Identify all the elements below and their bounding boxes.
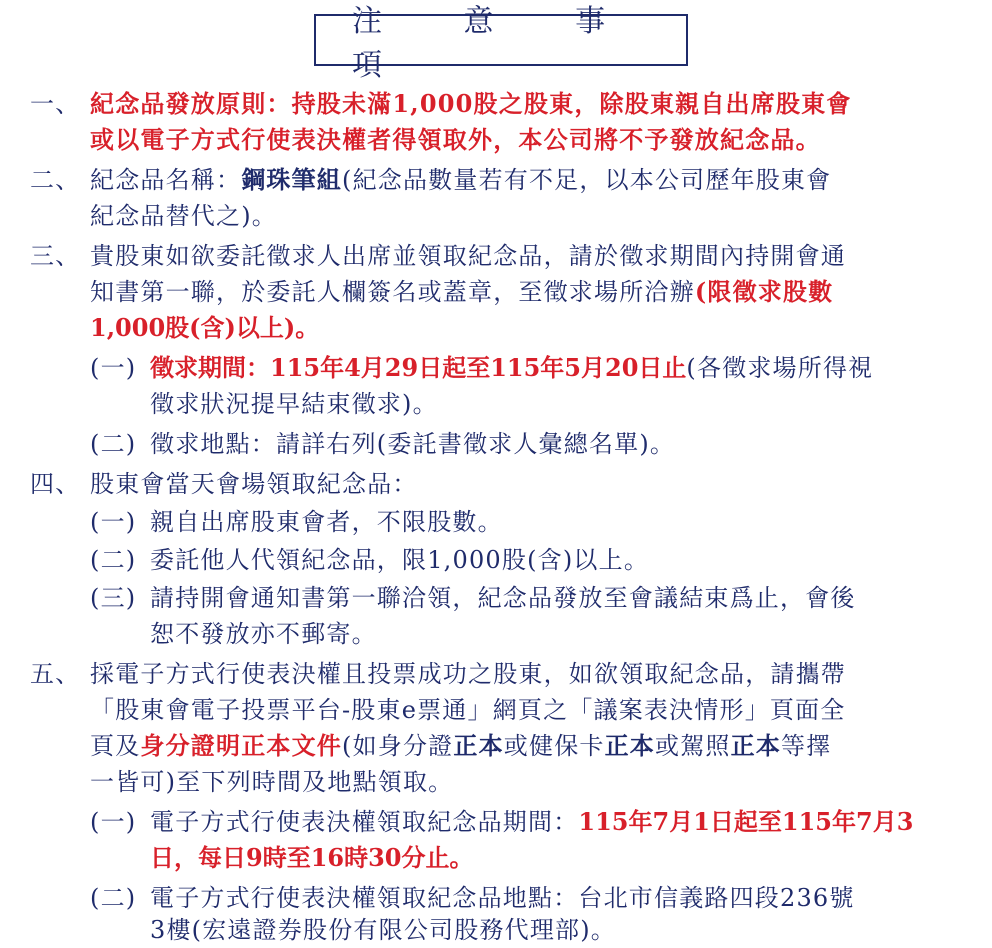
section-4-sub-1-line-1: 親自出席股東會者，不限股數。 <box>150 508 503 536</box>
section-2-line-2: 紀念品替代之)。 <box>90 202 277 230</box>
section-3-line-2-highlight: (限徵求股數 <box>694 277 834 306</box>
section-5-sub-2-marker: (二) <box>90 884 137 912</box>
section-1-line-1: 紀念品發放原則：持股未滿1,000股之股東，除股東親自出席股東會 <box>90 89 852 118</box>
solicitation-period-note: (各徵求場所得視 <box>686 354 874 382</box>
section-3-line-2 <box>90 274 833 310</box>
section-3-marker: 三、 <box>30 242 81 270</box>
section-5-sub-1-line-1 <box>150 804 913 840</box>
section-5-sub-2-line-2: 3樓(宏遠證券股份有限公司股務代理部)。 <box>150 916 616 944</box>
section-1-line-2: 或以電子方式行使表決權者得領取外，本公司將不予發放紀念品。 <box>90 125 821 154</box>
solicitation-period: 徵求期間：115年4月29日起至115年5月20日止 <box>150 353 687 382</box>
original-emphasis-2: 正本 <box>604 731 656 760</box>
section-5-line-3-g: 或駕照 <box>655 732 731 760</box>
section-5-line-2: 「股東會電子投票平台-股東e票通」網頁之「議案表決情形」頁面全 <box>90 696 846 724</box>
section-4-sub-3-line-2: 恕不發放亦不郵寄。 <box>150 620 377 648</box>
evote-period-label: 電子方式行使表決權領取紀念品期間： <box>150 808 579 836</box>
section-5-line-3-c: (如身分證 <box>342 732 454 760</box>
section-3-line-3: 1,000股(含)以上)。 <box>90 313 320 342</box>
gift-name-label: 紀念品名稱： <box>90 166 242 194</box>
section-5-line-3-a: 頁及 <box>90 732 141 760</box>
id-documents-highlight: 身分證明正本文件 <box>140 731 343 760</box>
section-3-sub-2-marker: (二) <box>90 430 137 458</box>
section-5-sub-1-line-2: 日，每日9時至16時30分止。 <box>150 843 474 872</box>
section-4-sub-1-marker: (一) <box>90 508 137 536</box>
section-5-line-3-e: 或健保卡 <box>503 732 605 760</box>
original-emphasis-1: 正本 <box>453 731 504 760</box>
section-3-sub-1-line-2: 徵求狀況提早結束徵求)。 <box>150 390 438 418</box>
section-4-sub-3-marker: (三) <box>90 584 137 612</box>
section-3-line-1: 貴股東如欲委託徵求人出席並領取紀念品，請於徵求期間內持開會通 <box>90 242 846 270</box>
section-3-sub-2-line-1: 徵求地點：請詳右列(委託書徵求人彙總名單)。 <box>150 430 676 458</box>
section-4-sub-3-line-1: 請持開會通知書第一聯洽領，紀念品發放至會議結束爲止，會後 <box>150 584 856 612</box>
section-3-sub-1-marker: (一) <box>90 354 137 382</box>
evote-period-dates: 115年7月1日起至115年7月3 <box>578 807 914 836</box>
section-4-sub-2-marker: (二) <box>90 546 137 574</box>
section-2-line-1 <box>90 162 831 198</box>
section-3-sub-1-line-1 <box>150 350 873 386</box>
section-5-marker: 五、 <box>30 660 81 688</box>
section-1-marker: 一、 <box>30 90 81 118</box>
section-5-line-3-i: 等擇 <box>781 732 832 760</box>
section-5-line-1: 採電子方式行使表決權且投票成功之股東，如欲領取紀念品，請攜帶 <box>90 660 846 688</box>
section-5-line-4: 一皆可)至下列時間及地點領取。 <box>90 768 454 796</box>
original-emphasis-3: 正本 <box>730 731 782 760</box>
section-4-marker: 四、 <box>30 470 81 498</box>
section-4-line-1: 股東會當天會場領取紀念品： <box>90 470 418 498</box>
gift-note: (紀念品數量若有不足，以本公司歷年股東會 <box>342 166 832 194</box>
section-2-marker: 二、 <box>30 166 81 194</box>
section-5-sub-2-line-1: 電子方式行使表決權領取紀念品地點：台北市信義路四段236號 <box>150 884 855 912</box>
gift-name: 鋼珠筆組 <box>241 165 343 194</box>
page-title: 注 意 事 項 <box>314 14 688 66</box>
section-4-sub-2-line-1: 委託他人代領紀念品，限1,000股(含)以上。 <box>150 546 650 574</box>
section-3-line-2-text: 知書第一聯，於委託人欄簽名或蓋章，至徵求場所洽辦 <box>90 278 695 306</box>
section-5-line-3 <box>90 728 831 764</box>
section-5-sub-1-marker: (一) <box>90 808 137 836</box>
